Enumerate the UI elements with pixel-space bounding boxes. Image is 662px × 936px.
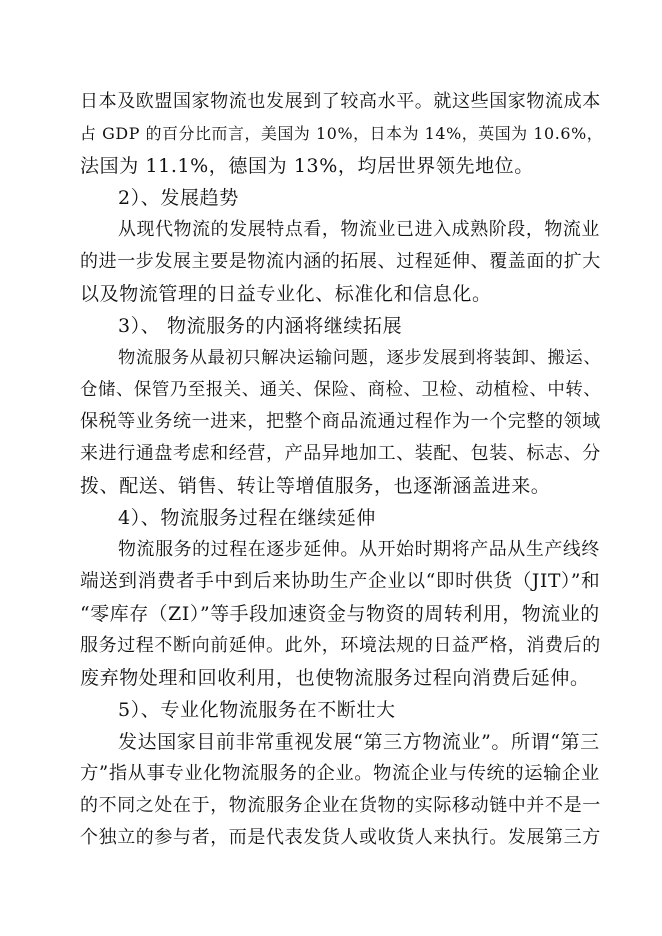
section-heading: 5）、专业化物流服务在不断壮大 — [118, 699, 396, 721]
section-heading: 3）、 物流服务的内涵将继续拓展 — [118, 315, 403, 337]
section-heading: 4）、物流服务过程在继续延伸 — [118, 507, 376, 529]
text-line: “零库存（ZI）”等手段加速资金与物资的周转利用，物流业的 — [80, 603, 600, 625]
text-line: 方”指从事专业化物流服务的企业。物流企业与传统的运输企业 — [80, 763, 600, 784]
text-line: 以及物流管理的日益专业化、标准化和信息化。 — [80, 283, 492, 305]
text-line: 从现代物流的发展特点看，物流业已进入成熟阶段，物流业 — [118, 219, 600, 240]
section-heading: 2）、发展趋势 — [118, 187, 239, 209]
text-line: 物流服务从最初只解决运输问题，逐步发展到将装卸、搬运、 — [118, 348, 602, 368]
text-line: 保税等业务统一进来，把整个商品流通过程作为一个完整的领域 — [80, 411, 601, 432]
text-line: 服务过程不断向前延伸。此外，环境法规的日益严格，消费后的 — [80, 635, 601, 656]
text-line: 仓储、保管乃至报关、通关、保险、商检、卫检、动植检、中转、 — [80, 380, 602, 400]
text-line: 拨、配送、销售、转让等增值服务，也逐渐涵盖进来。 — [80, 475, 551, 497]
text-line: 废弃物处理和回收利用，也使物流服务过程向消费后延伸。 — [80, 667, 590, 689]
text-line: 物流服务的过程在逐步延伸。从开始时期将产品从生产线终 — [118, 539, 600, 560]
text-line: 法国为 11.1%，德国为 13%，均居世界领先地位。 — [80, 155, 534, 177]
text-line: 的进一步发展主要是物流内涵的拓展、过程延伸、覆盖面的扩大 — [80, 251, 601, 272]
text-line: 发达国家目前非常重视发展“第三方物流业”。所谓“第三 — [118, 731, 600, 753]
text-line: 的不同之处在于，物流服务企业在货物的实际移动链中并不是一 — [80, 795, 601, 816]
text-line: 占 GDP 的百分比而言，美国为 10%，日本为 14%，英国为 10.6%， — [80, 124, 604, 143]
text-line: 个独立的参与者，而是代表发货人或收货人来执行。发展第三方 — [80, 827, 601, 848]
text-line: 来进行通盘考虑和经营，产品异地加工、装配、包装、标志、分 — [80, 443, 601, 464]
text-line: 日本及欧盟国家物流也发展到了较高水平。就这些国家物流成本 — [80, 91, 601, 112]
text-line: 端送到消费者手中到后来协助生产企业以“即时供货（JIT）”和 — [80, 571, 601, 592]
